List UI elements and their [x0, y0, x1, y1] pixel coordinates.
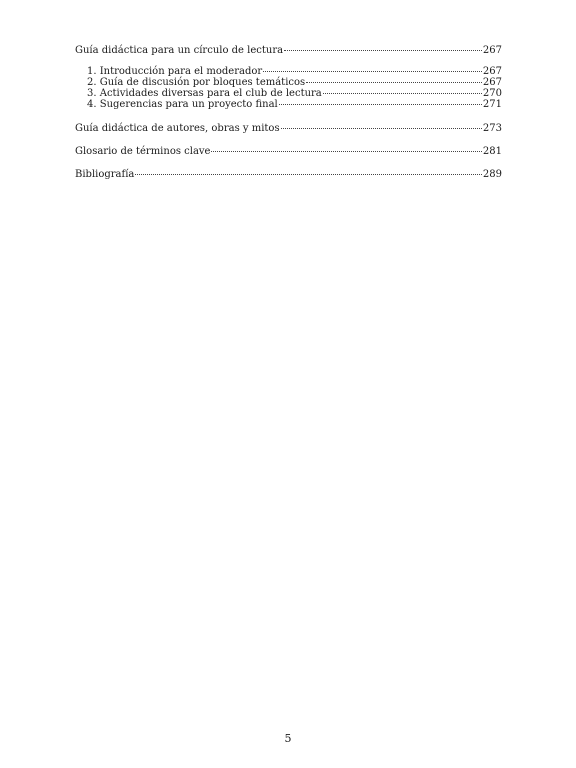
toc-entry-autores-obras-mitos[interactable]	[75, 123, 502, 134]
toc-subentry-page: 270	[482, 88, 502, 99]
toc-entry-page: 267	[482, 45, 502, 56]
toc-subentry-proyecto-final[interactable]	[75, 99, 502, 110]
toc-subentry-title: 1. Introducción para el moderador	[87, 66, 263, 77]
toc-entry-title: Guía didáctica para un círculo de lectura	[75, 45, 284, 56]
toc-subentries	[75, 66, 502, 110]
dot-leader	[306, 82, 482, 83]
toc-entry-page: 273	[482, 123, 502, 134]
dot-leader	[281, 128, 482, 129]
toc-entry-glosario[interactable]	[75, 146, 502, 157]
dot-leader	[279, 104, 482, 105]
toc-subentry-guia-discusion[interactable]	[75, 77, 502, 88]
dot-leader	[284, 50, 482, 51]
table-of-contents	[75, 45, 502, 192]
toc-entry-circulo-lectura[interactable]	[75, 45, 502, 56]
toc-subentry-title: 2. Guía de discusión por bloques temáticos	[87, 77, 306, 88]
dot-leader	[323, 93, 482, 94]
toc-entry-title: Guía didáctica de autores, obras y mitos	[75, 123, 280, 134]
dot-leader	[135, 174, 482, 175]
toc-entry-title: Glosario de términos clave	[75, 146, 211, 157]
toc-subentry-page: 271	[482, 99, 502, 110]
toc-subentry-introduccion[interactable]	[75, 66, 502, 77]
toc-entry-bibliografia[interactable]	[75, 169, 502, 180]
toc-subentry-page: 267	[482, 77, 502, 88]
toc-entry-page: 281	[482, 146, 502, 157]
toc-subentry-title: 4. Sugerencias para un proyecto final	[87, 99, 278, 110]
toc-subentry-page: 267	[482, 66, 502, 77]
toc-entry-page: 289	[482, 169, 502, 180]
dot-leader	[263, 71, 482, 72]
page-number: 5	[284, 732, 292, 745]
toc-subentry-actividades[interactable]	[75, 88, 502, 99]
toc-entry-title: Bibliografía	[75, 169, 135, 180]
toc-subentry-title: 3. Actividades diversas para el club de lectura	[87, 88, 322, 99]
dot-leader	[211, 151, 481, 152]
